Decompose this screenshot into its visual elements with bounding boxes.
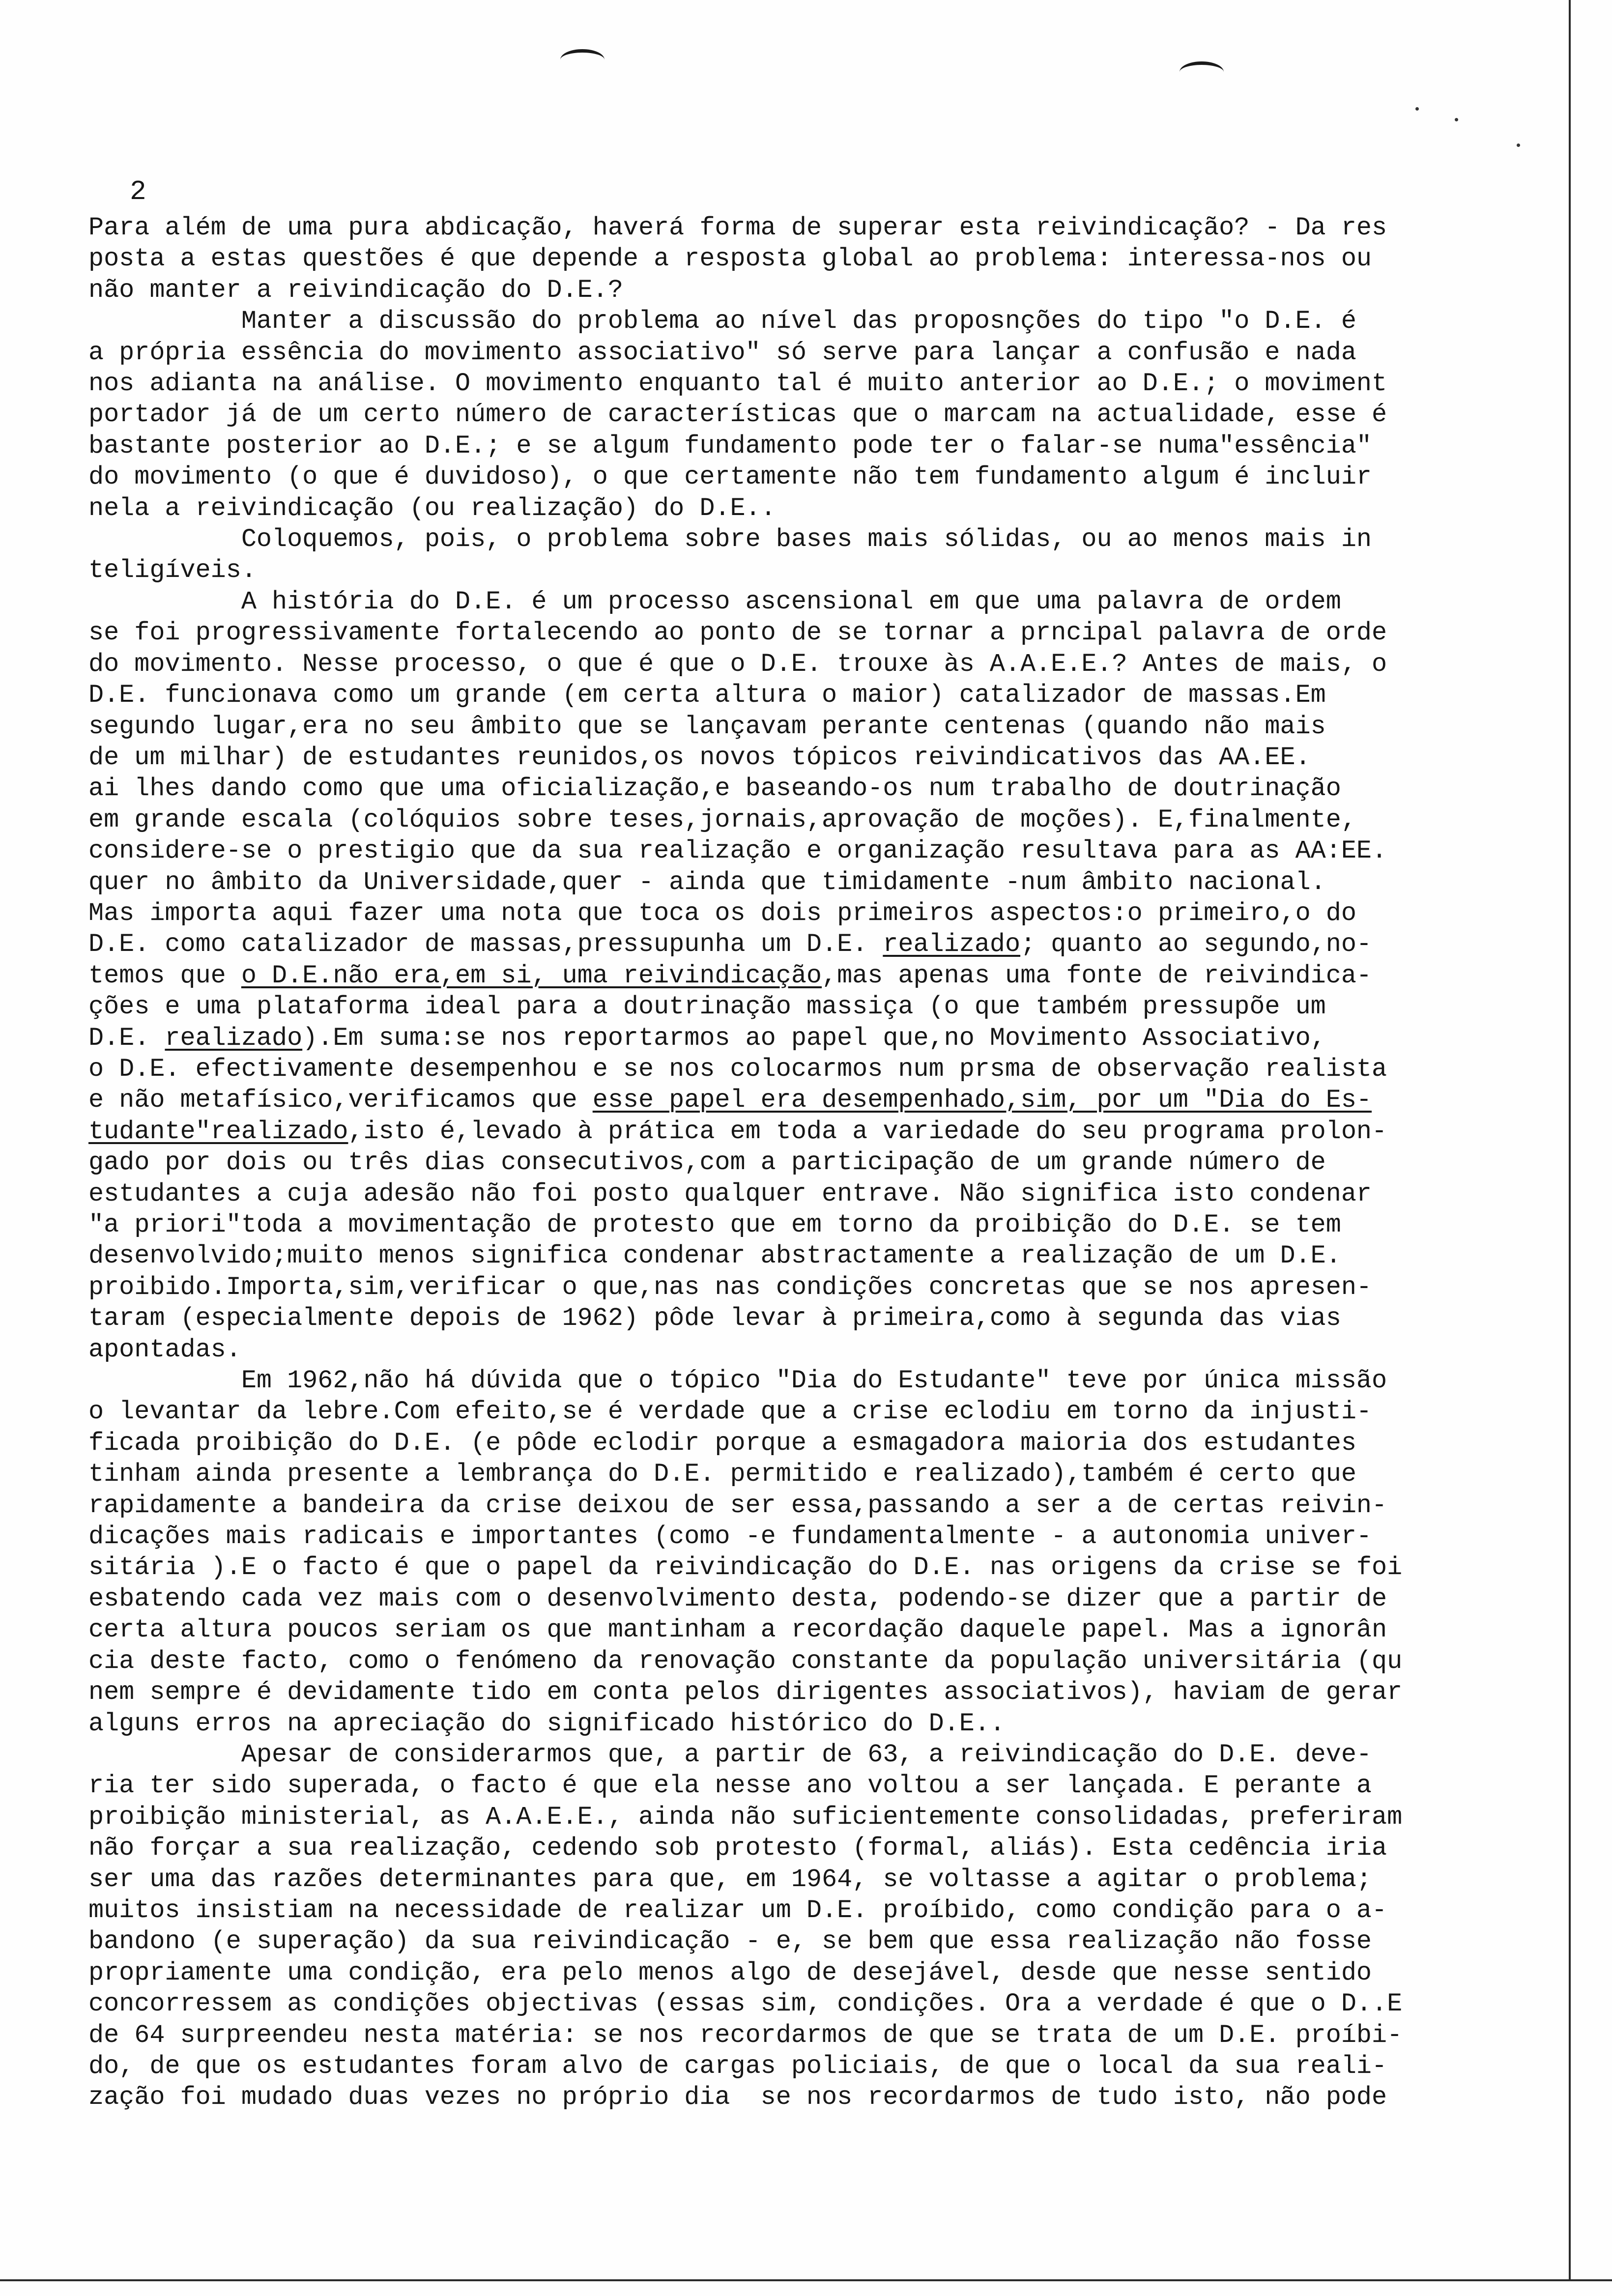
text-line: ai lhes dando como que uma oficialização,e baseando-os num trabalho de doutrinação [88,774,1341,804]
text-line: ser uma das razões determinantes para que, em 1964, se voltasse a agitar o problema; [88,1865,1372,1894]
text-line: Manter a discussão do problema ao nível das proposnções do tipo "o D.E. é [88,307,1356,336]
punch-hole-mark-right [1180,61,1224,83]
text-line: estudantes a cuja adesão não foi posto qualquer entrave. Não significa isto condenar [88,1179,1372,1208]
text-line: ções e uma plataforma ideal para a doutrinação massiça (o que também pressupõe um [88,992,1326,1022]
text-line: Em 1962,não há dúvida que o tópico "Dia do Estudante" teve por única missão [88,1366,1387,1396]
text-line: D.E. como catalizador de massas,pressupunha um D.E. realizado; quanto ao segundo,no- [88,930,1372,959]
text-line: do, de que os estudantes foram alvo de cargas policiais, de que o local da sua reali- [88,2051,1387,2081]
text-line: proibido.Importa,sim,verificar o que,nas nas condições concretas que se nos apresen- [88,1272,1372,1302]
body-text [88,212,1573,2113]
text-line: a própria essência do movimento associativo" só serve para lançar a confusão e nada [88,338,1356,367]
text-line: ria ter sido superada, o facto é que ela nesse ano voltou a ser lançada. E perante a [88,1771,1372,1801]
text-line: de um milhar) de estudantes reunidos,os novos tópicos reivindicativos das AA.EE. [88,743,1311,772]
text-line: taram (especialmente depois de 1962) pôde levar à primeira,como à segunda das vias [88,1304,1341,1333]
text-line: Coloquemos, pois, o problema sobre bases mais sólidas, ou ao menos mais in [88,525,1372,554]
text-line: teligíveis. [88,556,257,585]
text-line: bandono (e superação) da sua reivindicação - e, se bem que essa realização não fosse [88,1927,1372,1956]
ink-speck [1517,144,1520,147]
text-line: de 64 surpreendeu nesta matéria: se nos recordarmos de que se trata de um D.E. proíbi- [88,2020,1403,2050]
text-line: não manter a reivindicação do D.E.? [88,275,623,305]
bottom-margin-rule [0,2279,1612,2281]
text-line: do movimento (o que é duvidoso), o que certamente não tem fundamento algum é incluir [88,462,1372,492]
text-line: muitos insistiam na necessidade de realizar um D.E. proíbido, como condição para o a- [88,1895,1387,1925]
text-line: nos adianta na análise. O movimento enquanto tal é muito anterior ao D.E.; o moviment [88,369,1387,399]
text-line: certa altura poucos seriam os que mantinham a recordação daquele papel. Mas a ignorân [88,1615,1387,1645]
text-line: tudante"realizado,isto é,levado à prática em toda a variedade do seu programa prolon- [88,1117,1387,1146]
ink-speck [1415,107,1419,111]
text-line: gado por dois ou três dias consecutivos,com a participação de um grande número de [88,1148,1326,1177]
text-line: rapidamente a bandeira da crise deixou de ser essa,passando a ser a de certas reivin- [88,1491,1387,1520]
text-line: concorressem as condições objectivas (essas sim, condições. Ora a verdade é que o D..E [88,1989,1403,2019]
text-line: posta a estas questões é que depende a resposta global ao problema: interessa-nos ou [88,244,1372,274]
text-line: desenvolvido;muito menos significa condenar abstractamente a realização de um D.E. [88,1241,1341,1271]
text-line: nela a reivindicação (ou realização) do D.E.. [88,493,776,523]
text-line: Para além de uma pura abdicação, haverá forma de superar esta reivindicação? - Da res [88,213,1387,242]
text-line: ficada proibição do D.E. (e pôde eclodir porque a esmagadora maioria dos estudantes [88,1428,1356,1458]
text-line: o D.E. efectivamente desempenhou e se nos colocarmos num prsma de observação realista [88,1054,1387,1084]
text-line: e não metafísico,verificamos que esse papel era desempenhado,sim, por um "Dia do Es- [88,1086,1372,1115]
text-line: alguns erros na apreciação do significado histórico do D.E.. [88,1709,1005,1738]
text-line: se foi progressivamente fortalecendo ao ponto de se tornar a prncipal palavra de orde [88,618,1387,648]
punch-hole-mark-left [560,49,604,70]
text-line: dicações mais radicais e importantes (como -e fundamentalmente - a autonomia univer- [88,1522,1372,1551]
text-line: portador já de um certo número de características que o marcam na actualidade, esse é [88,400,1387,430]
text-line: bastante posterior ao D.E.; e se algum fundamento pode ter o falar-se numa"essência" [88,431,1372,460]
text-line: tinham ainda presente a lembrança do D.E. permitido e realizado),também é certo que [88,1460,1356,1489]
text-line: sitária ).E o facto é que o papel da reivindicação do D.E. nas origens da crise se foi [88,1553,1403,1582]
text-line: considere-se o prestigio que da sua realização e organização resultava para as AA:EE. [88,836,1387,866]
text-line: Mas importa aqui fazer uma nota que toca os dois primeiros aspectos:o primeiro,o do [88,898,1356,928]
text-line: quer no âmbito da Universidade,quer - ainda que timidamente -num âmbito nacional. [88,867,1326,897]
text-line: A história do D.E. é um processo ascensional em que uma palavra de ordem [88,587,1341,616]
text-line: D.E. funcionava como um grande (em certa altura o maior) catalizador de massas.Em [88,681,1326,710]
text-line: "a priori"toda a movimentação de protesto que em torno da proibição do D.E. se tem [88,1210,1341,1239]
text-line: em grande escala (colóquios sobre teses,jornais,aprovação de moções). E,finalmente, [88,805,1356,834]
text-line: Apesar de considerarmos que, a partir de 63, a reivindicação do D.E. deve- [88,1740,1372,1769]
text-line: esbatendo cada vez mais com o desenvolvimento desta, podendo-se dizer que a partir de [88,1584,1387,1613]
text-line: zação foi mudado duas vezes no próprio dia se nos recordarmos de tudo isto, não pode [88,2083,1387,2112]
text-line: D.E. realizado).Em suma:se nos reportarmos ao papel que,no Movimento Associativo, [88,1023,1326,1053]
text-line: o levantar da lebre.Com efeito,se é verdade que a crise eclodiu em torno da injusti- [88,1397,1372,1427]
text-line: segundo lugar,era no seu âmbito que se lançavam perante centenas (quando não mais [88,712,1326,741]
text-line: proibição ministerial, as A.A.E.E., ainda não suficientemente consolidadas, preferiram [88,1802,1403,1832]
page-number: 2 [130,176,146,207]
text-line: temos que o D.E.não era,em si, uma reivindicação,mas apenas uma fonte de reivindica- [88,961,1372,990]
ink-speck [1455,118,1458,121]
text-line: apontadas. [88,1335,241,1364]
text-line: cia deste facto, como o fenómeno da renovação constante da população universitária (qu [88,1646,1403,1676]
text-line: não forçar a sua realização, cedendo sob protesto (formal, aliás). Esta cedência iria [88,1834,1387,1863]
text-line: nem sempre é devidamente tido em conta pelos dirigentes associativos), haviam de gerar [88,1678,1403,1707]
text-line: propriamente uma condição, era pelo menos algo de desejável, desde que nesse sentido [88,1958,1372,1987]
text-line: do movimento. Nesse processo, o que é que o D.E. trouxe às A.A.E.E.? Antes de mais, o [88,649,1387,679]
